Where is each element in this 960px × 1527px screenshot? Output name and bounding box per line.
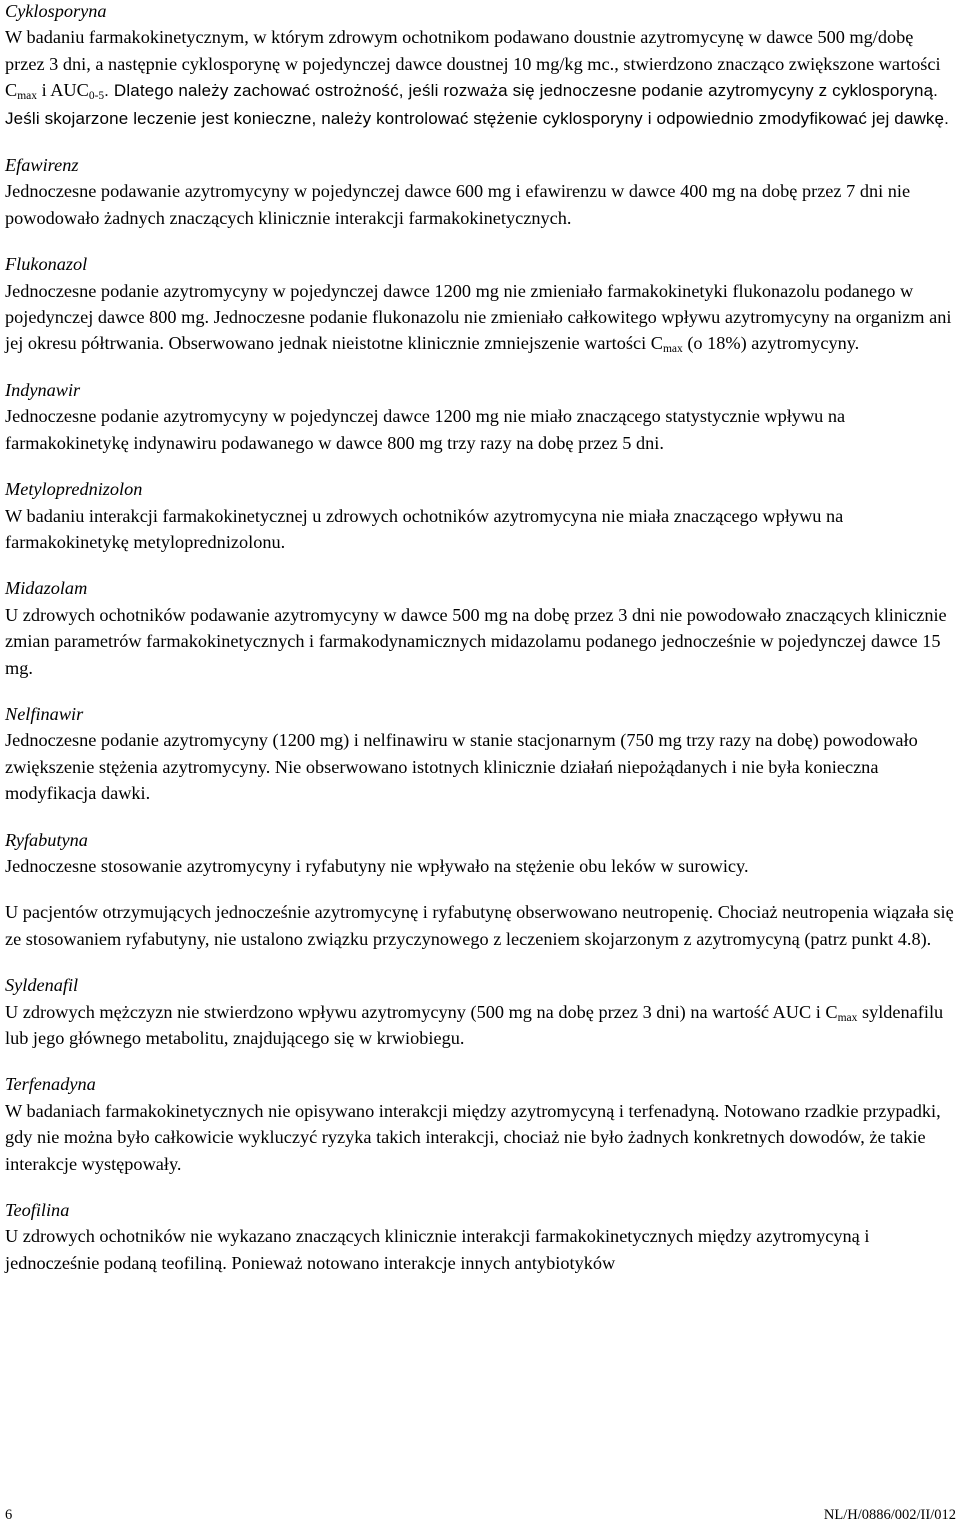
section-indynawir	[5, 377, 957, 456]
section-heading: Cyklosporyna	[5, 1, 107, 21]
section-heading: Indynawir	[5, 379, 81, 400]
section-heading: Efawirenz	[5, 155, 79, 176]
page-number: 6	[5, 1507, 13, 1523]
section-metyloprednizolon	[5, 476, 957, 555]
page-footer	[5, 1505, 956, 1525]
section-heading: Teofilina	[5, 1200, 70, 1221]
section-text: W badaniu farmakokinetycznym, w którym zdrowym ochotnikom podawano doustnie azytromycynę w dawce 500 mg/dobę przez 3 dni, a następnie cyklosporynę w pojedynczej dawce doustnej 10 mg/kg mc., stwierdzono znacząco zwiększone wartości $C_{max}$ i $AUC_{0-5}$. Dlatego należy zachować ostrożność, jeśli rozważa się jednoczesne podanie azytromycyny z cyklosporyną. Jeśli skojarzone leczenie jest konieczne, należy kontrolować stężenie cyklosporyny i odpowiednio zmodyfikować jej dawkę.	[5, 27, 950, 128]
section-text: U pacjentów otrzymujących jednocześnie azytromycynę i ryfabutynę obserwowano neutropenię. Chociaż neutropenia wiązała się ze stosowaniem ryfabutyny, nie ustalono związku przyczynowego z leczeniem skojarzonym z azytromycyną (patrz punkt 4.8).	[5, 902, 954, 949]
section-midazolam	[5, 575, 957, 681]
section-text: Jednoczesne podanie azytromycyny (1200 mg) i nelfinawiru w stanie stacjonarnym (750 mg trzy razy na dobę) powodowało zwiększenie stężenia azytromycyny. Nie obserwowano istotnych klinicznie działań niepożądanych i nie była konieczna modyfikacja dawki.	[5, 730, 918, 804]
section-text: U zdrowych ochotników podawanie azytromycyny w dawce 500 mg na dobę przez 3 dni nie powodowało znaczących klinicznie zmian parametrów farmakokinetycznych i farmakodynamicznych midazolamu podanego jednocześnie w pojedynczej dawce 15 mg.	[5, 604, 947, 678]
section-heading: Metyloprednizolon	[5, 479, 143, 500]
section-nelfinawir	[5, 701, 957, 807]
section-teofilina	[5, 1197, 957, 1276]
document-code: NL/H/0886/002/II/012	[823, 1507, 956, 1523]
section-syldenafil	[5, 972, 957, 1051]
section-heading: Terfenadyna	[5, 1074, 96, 1095]
section-text: Jednoczesne stosowanie azytromycyny i ryfabutyny nie wpływało na stężenie obu leków w surowicy.	[5, 855, 749, 876]
document-page	[5, 0, 957, 1276]
section-text: W badaniu interakcji farmakokinetycznej u zdrowych ochotników azytromycyna nie miała znaczącego wpływu na farmakokinetykę metyloprednizolonu.	[5, 505, 844, 552]
section-heading: Ryfabutyna	[5, 829, 88, 850]
section-text: U zdrowych ochotników nie wykazano znaczących klinicznie interakcji farmakokinetycznych między azytromycyną i jednocześnie podaną teofiliną. Ponieważ notowano interakcje innych antybiotyków	[5, 1226, 870, 1273]
section-terfenadyna	[5, 1071, 957, 1177]
section-text: U zdrowych mężczyzn nie stwierdzono wpływu azytromycyny (500 mg na dobę przez 3 dni) na wartość AUC i $C_{max}$ syldenafilu lub jego głównego metabolitu, znajdującego się w krwiobiegu.	[5, 1001, 944, 1048]
section-text: Jednoczesne podawanie azytromycyny w pojedynczej dawce 600 mg i efawirenzu w dawce 400 mg na dobę przez 7 dni nie powodowało żadnych znaczących klinicznie interakcji farmakokinetycznych.	[5, 181, 911, 228]
section-efawirenz	[5, 152, 957, 231]
section-flukonazol	[5, 251, 957, 357]
section-cyklosporyna	[5, 0, 957, 132]
section-ryfabutyna	[5, 827, 957, 953]
section-text: W badaniach farmakokinetycznych nie opisywano interakcji między azytromycyną i terfenadyną. Notowano rzadkie przypadki, gdy nie można było całkowicie wykluczyć ryzyka takich interakcji, chociaż nie było żadnych konkretnych dowodów, że takie interakcje występowały.	[5, 1100, 941, 1174]
section-text: Jednoczesne podanie azytromycyny w pojedynczej dawce 1200 mg nie zmieniało farmakokinetyki flukonazolu podanego w pojedynczej dawce 800 mg. Jednoczesne podanie flukonazolu nie zmieniało całkowitego wpływu azytromycyny na organizm ani jej okresu półtrwania. Obserwowano jednak nieistotne klinicznie zmniejszenie wartości $C_{max}$ (o 18%) azytromycyny.	[5, 280, 952, 356]
section-heading: Flukonazol	[5, 254, 88, 275]
section-text: Jednoczesne podanie azytromycyny w pojedynczej dawce 1200 mg nie miało znaczącego statystycznie wpływu na farmakokinetykę indynawiru podawanego w dawce 800 mg trzy razy na dobę przez 5 dni.	[5, 406, 846, 453]
section-heading: Syldenafil	[5, 975, 79, 996]
section-heading: Midazolam	[5, 578, 88, 599]
section-heading: Nelfinawir	[5, 703, 84, 724]
